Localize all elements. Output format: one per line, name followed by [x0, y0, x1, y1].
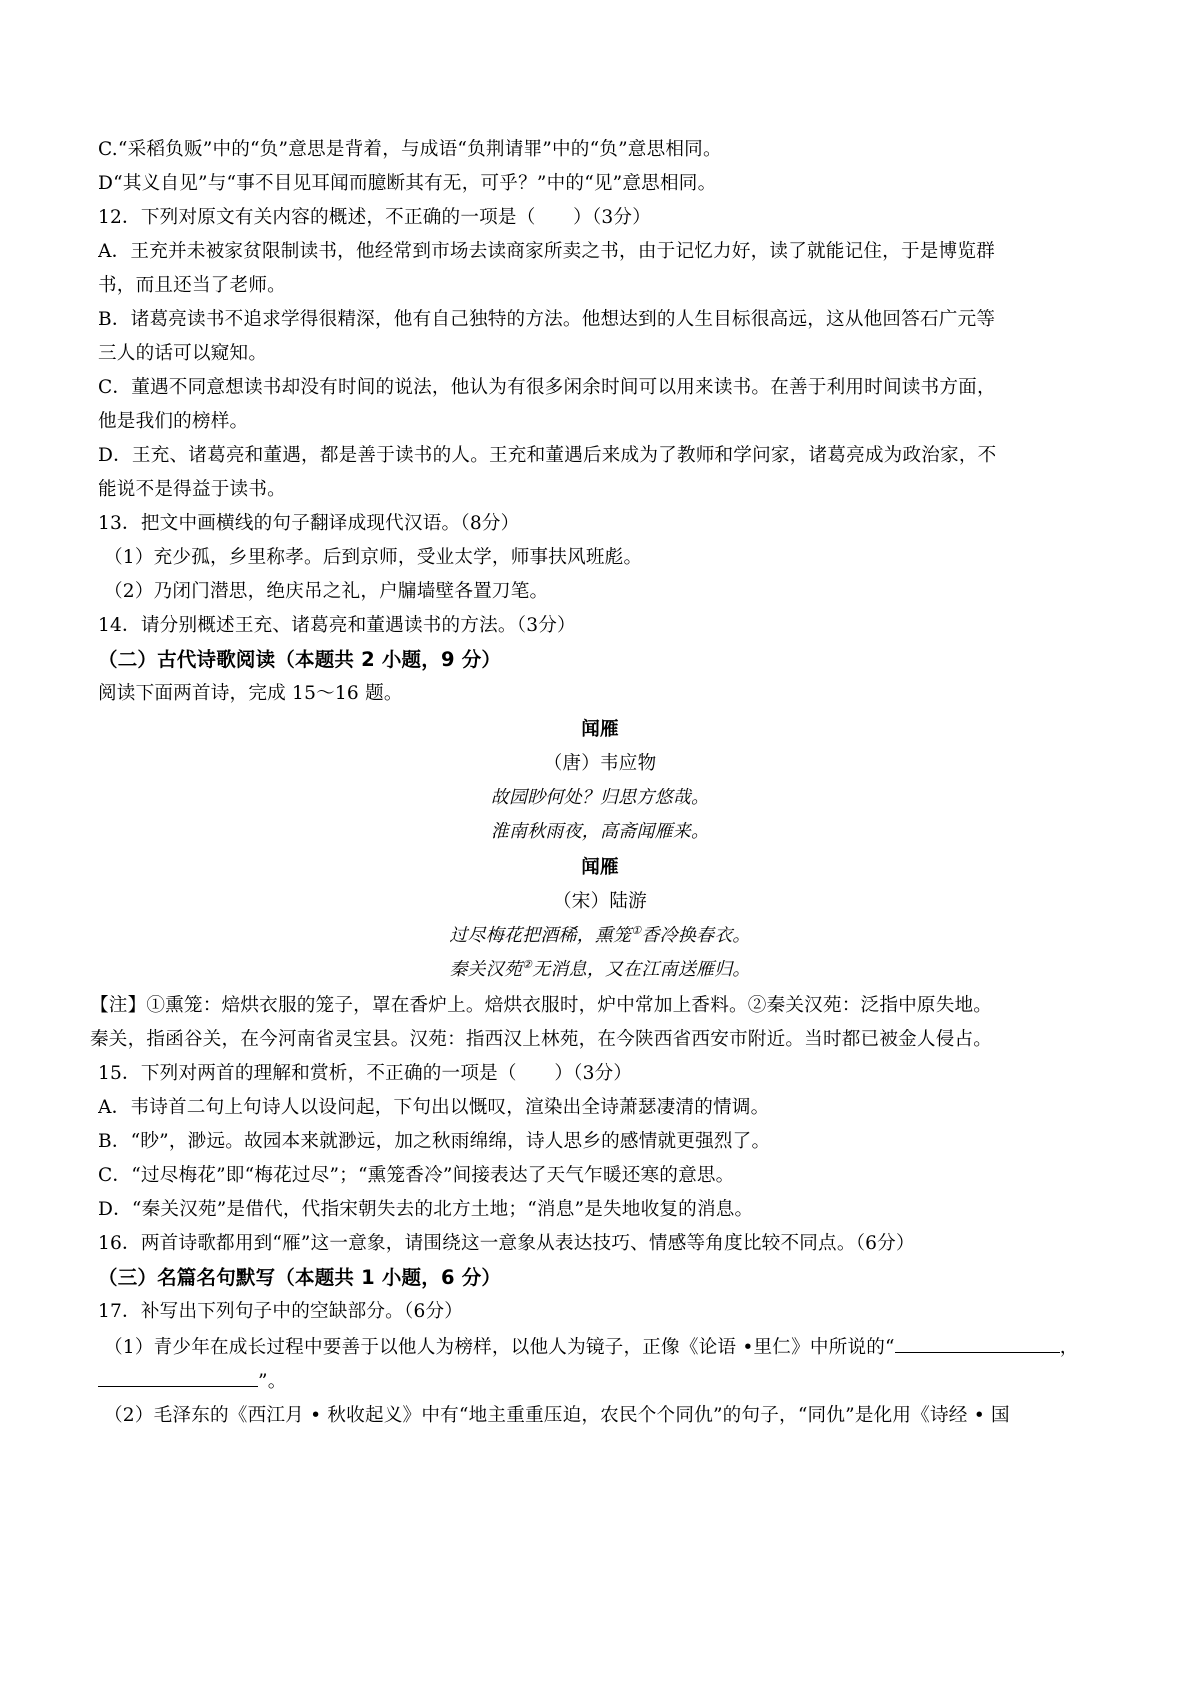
poem-1-line-1: 故园眇何处？归思方悠哉。	[490, 787, 710, 808]
q13-sentence-1: （1）充少孤，乡里称孝。后到京师，受业太学，师事扶风班彪。	[104, 547, 643, 568]
question-14: 14．请分别概述王充、诸葛亮和董遇读书的方法。（3分）	[98, 615, 576, 636]
poem-2-line-1	[0, 924, 1200, 948]
question-12: 12．下列对原文有关内容的概述，不正确的一项是（ ）（3分）	[98, 207, 652, 228]
poem-2-title: 闻雁	[581, 857, 619, 878]
q12-option-a: A．王充并未被家贫限制读书，他经常到市场去读商家所卖之书，由于记忆力好，读了就能记住，于是博览群	[98, 241, 995, 262]
q13-sentence-2: （2）乃闭门潜思，绝庆吊之礼，户牖墙壁各置刀笔。	[104, 581, 549, 602]
option-d-line: D“其义自见”与“事不目见耳闻而臆断其有无，可乎？”中的“见”意思相同。	[98, 173, 717, 194]
poem-2-line-2	[0, 958, 1200, 982]
q17-item-1-separator: ，	[1059, 1337, 1079, 1358]
question-17: 17．补写出下列句子中的空缺部分。（6分）	[98, 1301, 464, 1322]
q15-option-c: C．“过尽梅花”即“梅花过尽”；“熏笼香冷”间接表达了天气乍暖还寒的意思。	[98, 1165, 735, 1186]
poem-2-line-1-part-a: 过尽梅花把酒稀，熏笼	[449, 925, 632, 946]
q17-item-1-end: ”。	[258, 1371, 287, 1392]
poem-1-line-2: 淮南秋雨夜，高斋闻雁来。	[490, 821, 710, 842]
section-3-heading: （三）名篇名句默写（本题共 1 小题，6 分）	[98, 1266, 502, 1289]
answer-blank-1[interactable]	[895, 1334, 1060, 1353]
poem-2-line-2-part-b: 无消息，又在江南送雁归。	[532, 959, 751, 980]
q17-item-2: （2）毛泽东的《西江月 • 秋收起义》中有“地主重重压迫，农民个个同仇”的句子，“同仇”是化用《诗经 • 国	[104, 1405, 1010, 1426]
poem-2-author: （宋）陆游	[553, 891, 647, 912]
q12-option-a-cont: 书，而且还当了老师。	[98, 275, 286, 296]
q12-option-b-cont: 三人的话可以窥知。	[98, 343, 268, 364]
q17-item-1-text: （1）青少年在成长过程中要善于以他人为榜样，以他人为镜子，正像《论语 •里仁》中所说的“	[104, 1337, 895, 1358]
note-line-1: 【注】①熏笼：焙烘衣服的笼子，罩在香炉上。焙烘衣服时，炉中常加上香料。②秦关汉苑：泛指中原失地。	[90, 995, 993, 1016]
question-15: 15．下列对两首的理解和赏析，不正确的一项是（ ）（3分）	[98, 1063, 633, 1084]
q12-option-b: B．诸葛亮读书不追求学得很精深，他有自己独特的方法。他想达到的人生目标很高远，这从他回答石广元等	[98, 309, 996, 330]
q15-option-a: A．韦诗首二句上句诗人以设问起，下句出以慨叹，渲染出全诗萧瑟凄清的情调。	[98, 1097, 770, 1118]
poem-2-line-1-part-b: 香冷换春衣。	[641, 925, 751, 946]
answer-blank-2[interactable]	[98, 1368, 258, 1387]
q12-option-d: D．王充、诸葛亮和董遇，都是善于读书的人。王充和董遇后来成为了教师和学问家，诸葛亮成为政治家，不	[98, 445, 997, 466]
option-c-line: C.“采稻负贩”中的“负”意思是背着，与成语“负荆请罪”中的“负”意思相同。	[98, 139, 722, 160]
footnote-2-marker: ②	[522, 958, 533, 971]
q17-item-1	[104, 1334, 1112, 1360]
question-13: 13．把文中画横线的句子翻译成现代汉语。（8分）	[98, 513, 520, 534]
q15-option-d: D．“秦关汉苑”是借代，代指宋朝失去的北方土地；“消息”是失地收复的消息。	[98, 1199, 754, 1220]
poem-1-author: （唐）韦应物	[543, 753, 657, 774]
footnote-1-marker: ①	[631, 924, 642, 937]
q15-option-b: B．“眇”，渺远。故园本来就渺远，加之秋雨绵绵，诗人思乡的感情就更强烈了。	[98, 1131, 771, 1152]
q17-item-1-cont	[98, 1368, 1106, 1394]
q12-option-c-cont: 他是我们的榜样。	[98, 411, 249, 432]
q12-option-d-cont: 能说不是得益于读书。	[98, 479, 286, 500]
poem-1-title: 闻雁	[581, 719, 619, 740]
section-2-heading: （二）古代诗歌阅读（本题共 2 小题，9 分）	[98, 648, 502, 671]
q12-option-c: C．董遇不同意想读书却没有时间的说法，他认为有很多闲余时间可以用来读书。在善于利用时间读书方面，	[98, 377, 996, 398]
section-2-intro: 阅读下面两首诗，完成 15～16 题。	[98, 683, 403, 704]
note-line-2: 秦关，指函谷关，在今河南省灵宝县。汉苑：指西汉上林苑，在今陕西省西安市附近。当时都已被金人侵占。	[90, 1029, 993, 1050]
question-16: 16．两首诗歌都用到“雁”这一意象，请围绕这一意象从表达技巧、情感等角度比较不同点。（6分）	[98, 1233, 915, 1254]
poem-2-line-2-part-a: 秦关汉苑	[449, 959, 523, 980]
